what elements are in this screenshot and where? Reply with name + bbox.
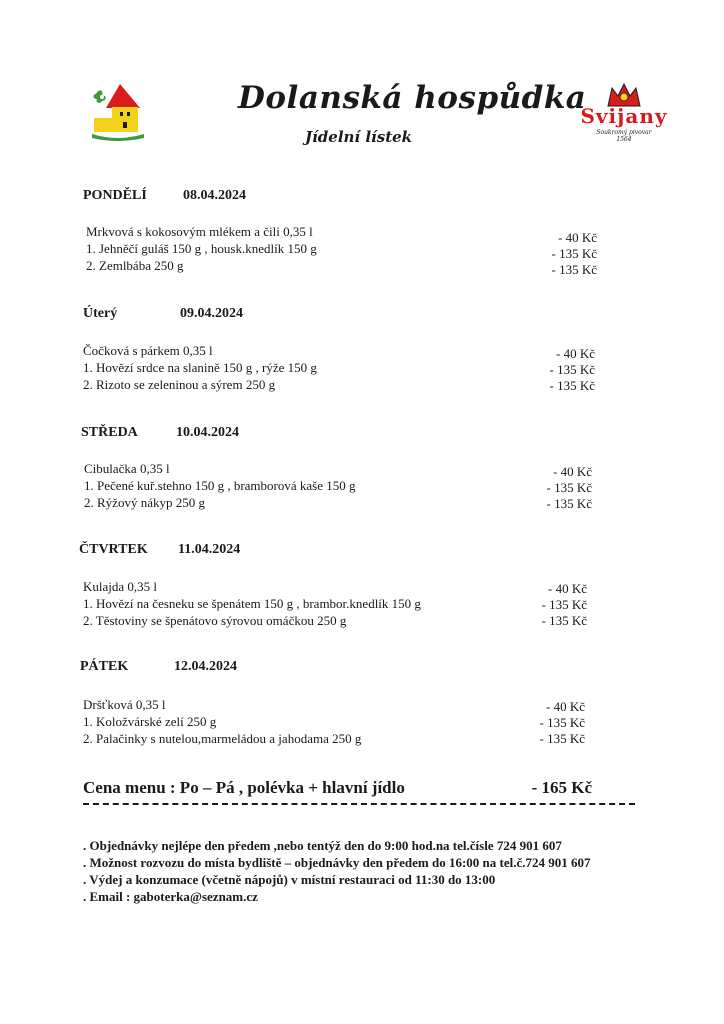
item-price: - 40 Kč: [556, 346, 595, 361]
item-price: - 40 Kč: [546, 699, 585, 714]
day-date: 09.04.2024: [180, 306, 243, 321]
day-name: ČTVRTEK: [79, 542, 148, 557]
item-price: - 135 Kč: [549, 378, 595, 393]
item-price: - 135 Kč: [541, 597, 587, 612]
meal-item: 2. Těstoviny se špenátovo sýrovou omáčkou 250 g: [83, 613, 347, 628]
separator-line: [83, 803, 635, 805]
meal-item: 1. Pečené kuř.stehno 150 g , bramborová kaše 150 g: [84, 478, 356, 493]
soup-item: Cibulačka 0,35 l: [84, 461, 170, 476]
soup-item: Mrkvová s kokosovým mlékem a čili 0,35 l: [86, 224, 313, 239]
note-order: . Objednávky nejlépe den předem ,nebo tentýž den do 9:00 hod.na tel.čísle 724 901 607: [83, 838, 562, 853]
brewery-tagline: Soukromý pivovar: [596, 129, 652, 136]
item-price: - 40 Kč: [553, 464, 592, 479]
meal-item: 1. Hovězí srdce na slanině 150 g , rýže 150 g: [83, 360, 317, 375]
day-name: Úterý: [83, 306, 118, 321]
menu-price-label: Cena menu : Po – Pá , polévka + hlavní jídlo: [83, 778, 405, 797]
meal-item: 2. Rýžový nákyp 250 g: [84, 495, 205, 510]
brewery-name: Svijany: [580, 104, 668, 128]
day-date: 12.04.2024: [174, 659, 237, 674]
day-date: 11.04.2024: [178, 542, 241, 557]
item-price: - 135 Kč: [541, 613, 587, 628]
item-price: - 135 Kč: [539, 715, 585, 730]
day-date: 10.04.2024: [176, 425, 239, 440]
note-delivery: . Možnost rozvozu do místa bydliště – objednávky den předem do 16:00 na tel.č.724 901 607: [83, 855, 591, 870]
soup-item: Kulajda 0,35 l: [83, 579, 158, 594]
day-date: 08.04.2024: [183, 188, 246, 203]
brewery-logo: [574, 82, 674, 144]
item-price: - 135 Kč: [551, 246, 597, 261]
meal-item: 1. Jehněčí guláš 150 g , housk.knedlík 150 g: [86, 241, 317, 256]
village-church-logo: [90, 82, 146, 144]
meal-item: 1. Hovězí na česneku se špenátem 150 g , brambor.knedlík 150 g: [83, 596, 421, 611]
note-email: . Email : gaboterka@seznam.cz: [83, 889, 258, 904]
item-price: - 135 Kč: [549, 362, 595, 377]
item-price: - 40 Kč: [548, 581, 587, 596]
day-name: STŘEDA: [81, 425, 138, 440]
item-price: - 135 Kč: [539, 731, 585, 746]
meal-item: 2. Palačinky s nutelou,marmeládou a jahodama 250 g: [83, 731, 362, 746]
item-price: - 135 Kč: [546, 480, 592, 495]
page-subtitle: Jídelní lístek: [305, 128, 413, 146]
day-name: PÁTEK: [80, 659, 129, 674]
meal-item: 2. Zemlbába 250 g: [86, 258, 184, 273]
soup-item: Dršťková 0,35 l: [83, 697, 166, 712]
soup-item: Čočková s párkem 0,35 l: [83, 343, 213, 358]
item-price: - 135 Kč: [551, 262, 597, 277]
menu-price-value: - 165 Kč: [531, 778, 592, 797]
day-name: PONDĚLÍ: [83, 188, 147, 203]
brewery-year: 1564: [616, 136, 632, 143]
note-pickup: . Výdej a konzumace (včetně nápojů) v místní restauraci od 11:30 do 13:00: [83, 872, 496, 887]
page-title: Dolanská hospůdka: [238, 80, 587, 116]
meal-item: 2. Rizoto se zeleninou a sýrem 250 g: [83, 377, 276, 392]
item-price: - 135 Kč: [546, 496, 592, 511]
meal-item: 1. Koložvárské zelí 250 g: [83, 714, 217, 729]
item-price: - 40 Kč: [558, 230, 597, 245]
